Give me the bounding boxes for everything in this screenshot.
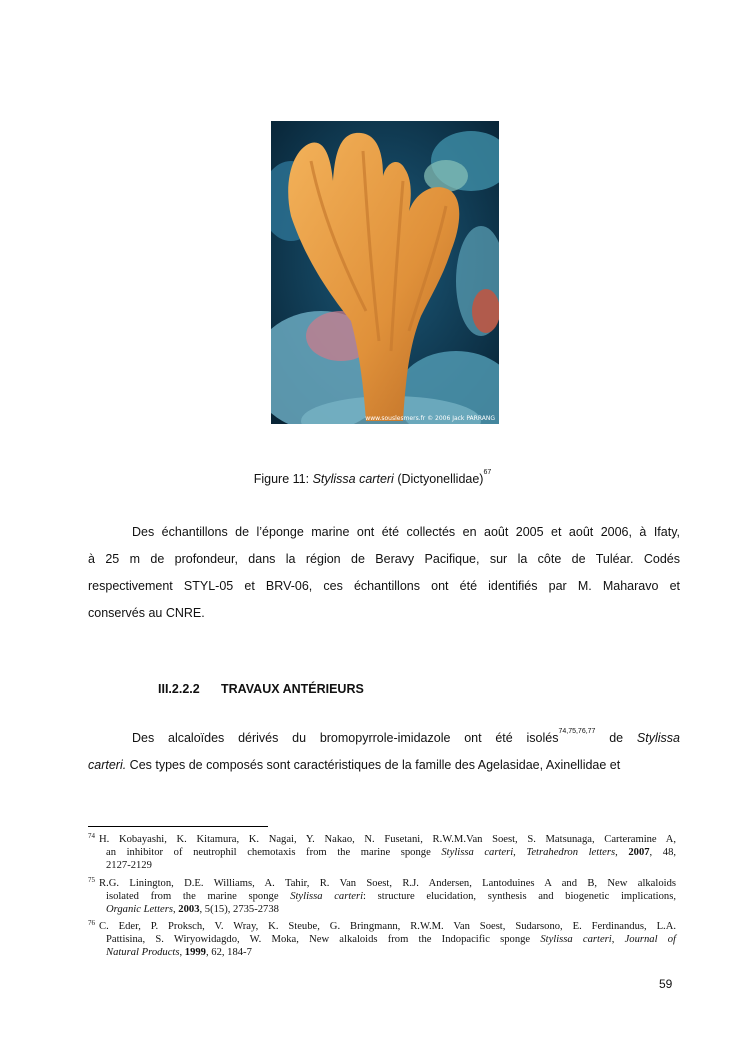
paragraph-line: Des échantillons de l’éponge marine ont été collectés en août 2005 et août 2006, à Ifaty, <box>132 525 680 539</box>
caption-prefix: Figure 11: <box>253 472 313 486</box>
journal-name: Natural Products <box>106 947 180 958</box>
paragraph-line: respectivement STYL-05 et BRV-06, ces échantillons ont été identifiés par M. Maharavo et <box>88 579 680 593</box>
footnote-text: , 62, 184-7 <box>205 947 252 958</box>
publication-year: 2003 <box>178 904 200 915</box>
footnote-line <box>88 890 676 903</box>
footnote-text: , <box>615 847 629 858</box>
species-name: Stylissa <box>636 731 680 745</box>
footnote-text: , <box>173 904 179 915</box>
paragraph-line: conservés au CNRE. <box>88 606 205 620</box>
footnote-number: 74 <box>88 832 95 840</box>
footnote-76 <box>88 920 676 959</box>
paragraph-line <box>88 728 680 758</box>
footnote-line <box>88 903 676 916</box>
paragraph-line <box>88 758 680 785</box>
paragraph-text: de <box>609 731 624 745</box>
footnote-text: isolated from the marine sponge <box>106 891 291 902</box>
footnote-text: , 48, <box>649 847 677 858</box>
publication-year: 1999 <box>184 947 206 958</box>
footnote-number: 76 <box>88 919 95 927</box>
footnote-line <box>88 946 676 959</box>
sponge-photo-drawing <box>271 121 499 424</box>
footnote-number: 75 <box>88 876 95 884</box>
footnote-text: , <box>179 947 185 958</box>
footnote-75 <box>88 877 676 916</box>
journal-name: Organic Letters <box>106 904 173 915</box>
photo-watermark: www.souslesmers.fr © 2006 Jack PARRANG <box>365 415 495 422</box>
footnote-text: , <box>611 934 625 945</box>
species-name: carteri. <box>88 758 127 772</box>
species-name: Stylissa carteri <box>290 891 364 902</box>
footnote-line <box>88 933 676 946</box>
footnote-text: : structure elucidation, synthesis and biogenetic implications, <box>363 891 676 902</box>
journal-name: Tetrahedron letters <box>526 847 616 858</box>
footnote-74 <box>88 833 676 872</box>
footnote-line <box>88 846 676 859</box>
footnote-line: R.G. Linington, D.E. Williams, A. Tahir, R. Van Soest, R.J. Andersen, Lantoduines A and B, New alkaloids <box>99 878 676 889</box>
species-name: Stylissa carteri <box>540 934 612 945</box>
page-number: 59 <box>659 977 673 991</box>
footnote-line: C. Eder, P. Proksch, V. Wray, K. Steube, G. Bringmann, R.W.M. Van Soest, Sudarsono, E. Ferdinandus, L.A. <box>99 921 676 932</box>
paragraph-previous-work <box>88 728 680 785</box>
footnote-text: , 5(15), 2735-2738 <box>199 904 279 915</box>
species-name: Stylissa carteri <box>441 847 514 858</box>
footnote-separator <box>88 826 268 827</box>
figure-caption <box>0 469 745 486</box>
footnote-text: an inhibitor of neutrophil chemotaxis from the marine sponge <box>106 847 442 858</box>
sponge-photo <box>271 121 499 424</box>
section-title: TRAVAUX ANTÉRIEURS <box>221 682 364 696</box>
paragraph-line: à 25 m de profondeur, dans la région de Beravy Pacifique, sur la côte de Tuléar. Codés <box>88 552 680 566</box>
caption-species: Stylissa carteri <box>312 472 394 486</box>
footnote-line: 2127-2129 <box>106 860 152 871</box>
footnote-line: H. Kobayashi, K. Kitamura, K. Nagai, Y. Nakao, N. Fusetani, R.W.M.Van Soest, S. Matsunaga, Carteramine A, <box>99 834 676 845</box>
footnote-text: , <box>513 847 527 858</box>
caption-reference: 67 <box>483 469 492 476</box>
publication-year: 2007 <box>628 847 650 858</box>
caption-family: (Dictyonellidae) <box>393 472 484 486</box>
paragraph-collection <box>88 525 680 633</box>
paragraph-text: Ces types de composés sont caractéristiques de la famille des Agelasidae, Axinellidae et <box>126 758 621 772</box>
paragraph-text: Des alcaloïdes dérivés du bromopyrrole-imidazole ont été isolés <box>132 731 559 745</box>
citation-refs: 74,75,76,77 <box>558 728 596 735</box>
journal-name: Journal of <box>624 934 676 945</box>
section-number: III.2.2.2 <box>158 682 200 696</box>
footnote-text: Pattisina, S. Wiryowidagdo, W. Moka, New alkaloids from the Indopacific sponge <box>106 934 541 945</box>
